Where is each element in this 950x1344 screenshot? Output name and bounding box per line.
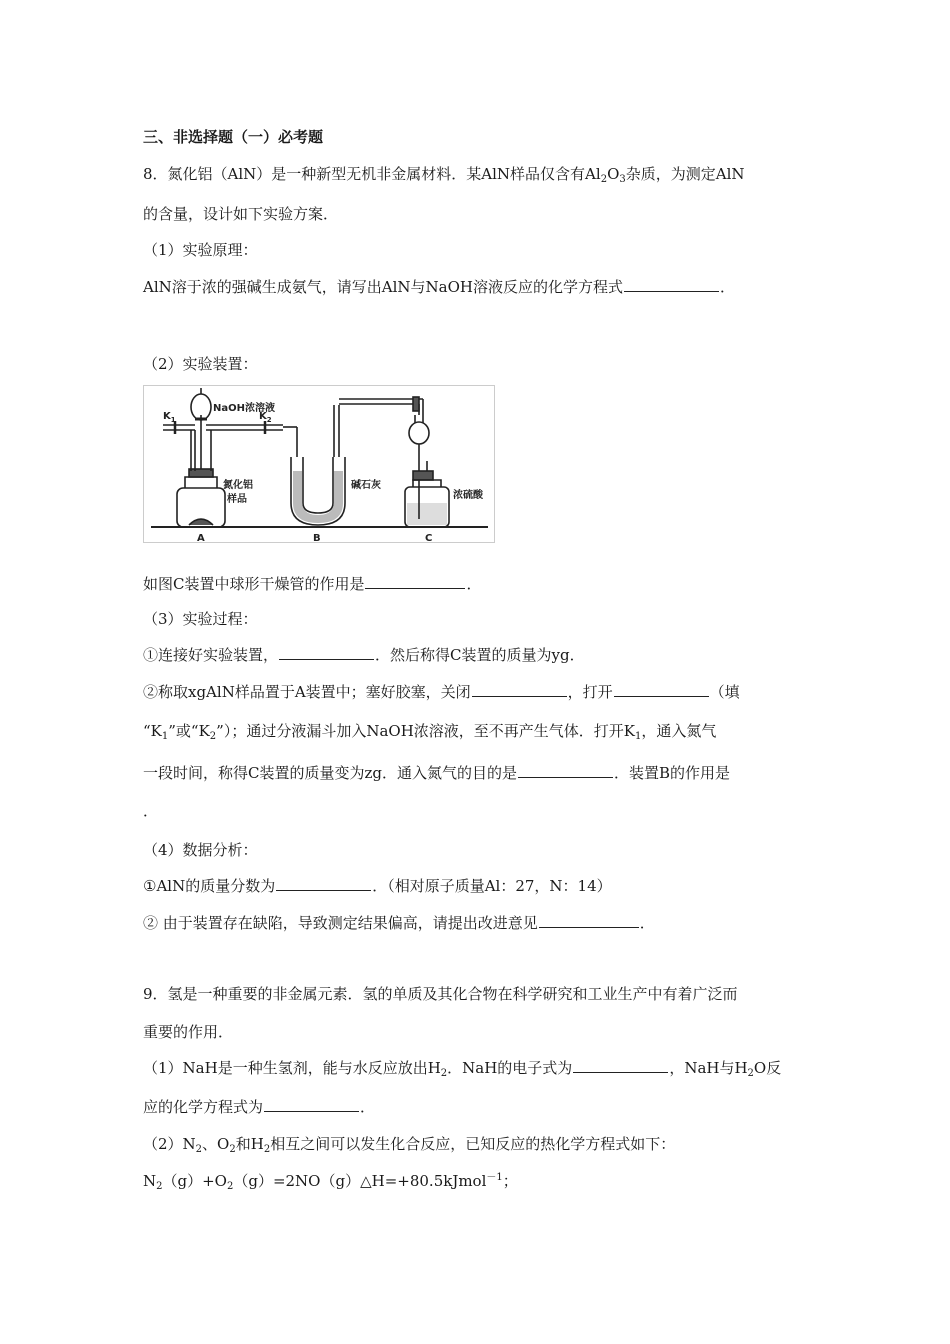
answer-blank[interactable] [614,682,709,697]
q8-part4-title: （4）数据分析： [143,841,258,859]
label-k1: $K_1$ [163,411,176,424]
label-k2: $K_2$ [259,411,272,424]
q8-part3-step2: ②称取xgAlN样品置于A装置中；塞好胶塞，关闭 ，打开 （填 [143,683,740,701]
section-title: 三、非选择题（一）必考题 [143,128,324,146]
q9-thermo-equation: $N_2(g)+O_2(g)=2NO(g)\triangle H=+80.5kJmol^{-1}$； [143,1172,518,1192]
q8-part3-step5: ． [143,802,159,820]
answer-blank[interactable] [573,1058,668,1073]
answer-blank[interactable] [624,277,719,292]
q8-part4-step1: ①AlN的质量分数为 ．（相对原子质量Al：27，N：14） [143,877,612,895]
label-sample-line1: 氮化铝 [223,480,253,491]
q8-part1-text: AlN溶于浓的强碱生成氨气，请写出AlN与NaOH溶液反应的化学方程式 ． [143,278,735,296]
label-b: B [313,533,321,543]
q8-intro-line2: 的含量，设计如下实验方案． [143,205,339,223]
answer-blank[interactable] [264,1097,359,1112]
q8-part3-title: （3）实验过程： [143,610,258,628]
experiment-apparatus-figure [143,385,495,543]
q8-part3-step4: 一段时间，称得C装置的质量变为zg．通入氮气的目的是 ．装置B的作用是 [143,764,731,782]
label-conc-acid: 浓硫酸 [453,490,483,501]
q9-intro-line1: 9．氢是一种重要的非金属元素．氢的单质及其化合物在科学研究和工业生产中有着广泛而 [143,985,738,1003]
label-c: C [425,533,433,543]
q8-intro-line1: 8．氮化铝（AlN）是一种新型无机非金属材料．某AlN样品仅含有$Al_2O_3$杂质，为测定AlN [143,165,745,185]
q9-part1-line2: 应的化学方程式为 ． [143,1098,376,1116]
q8-part2-title: （2）实验装置： [143,355,258,373]
answer-blank[interactable] [279,645,374,660]
q8-part4-step2: ② 由于装置存在缺陷，导致测定结果偏高，请提出改进意见 ． [143,914,655,932]
answer-blank[interactable] [276,876,371,891]
q8-part3-step1: ①连接好实验装置， ．然后称得C装置的质量为yg． [143,646,585,664]
label-a: A [197,533,205,543]
label-sample-line2: 样品 [227,494,247,505]
answer-blank[interactable] [472,682,567,697]
q8-part1-title: （1）实验原理： [143,241,258,259]
q8-part2-question: 如图C装置中球形干燥管的作用是 ． [143,575,482,593]
q9-intro-line2: 重要的作用． [143,1023,234,1041]
q9-part1-line1: （1）NaH是一种生氢剂，能与水反应放出$H_2$．NaH的电子式为 ，NaH与$H_2O$反 [143,1059,782,1079]
q8-part3-step3: “$K_1$”或“$K_2$”）；通过分液漏斗加入NaOH浓溶液，至不再产生气体．打开$K_1$，通入氮气 [143,722,717,742]
answer-blank[interactable] [365,574,465,589]
answer-blank[interactable] [539,913,639,928]
label-naoh: NaOH浓溶液 [213,403,275,414]
label-soda-lime: 碱石灰 [351,480,381,491]
q9-part2-line: $(2)N_2$、$O_2$和$H_2$相互之间可以发生化合反应，已知反应的热化学方程式如下： [143,1135,676,1155]
answer-blank[interactable] [518,763,613,778]
